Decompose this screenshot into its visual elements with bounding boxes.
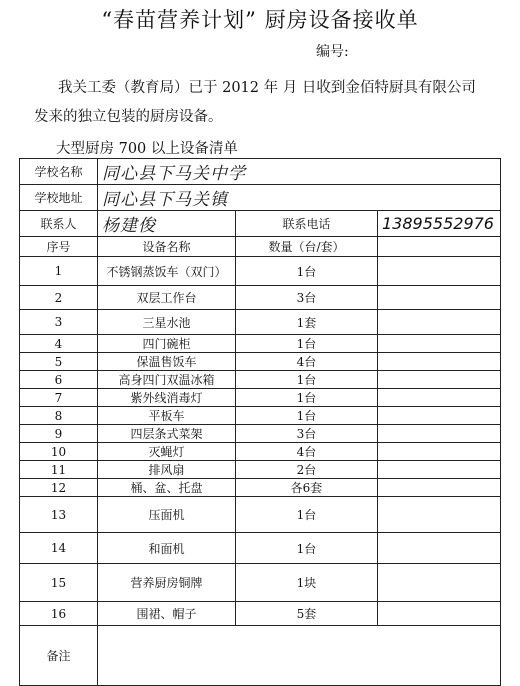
row-blank (378, 335, 501, 353)
table-row (20, 335, 501, 353)
table-row (20, 310, 501, 335)
row-blank (378, 479, 501, 497)
row-equipment-name: 排风扇 (98, 461, 236, 479)
row-equipment-name: 和面机 (98, 533, 236, 564)
table-row (20, 257, 501, 286)
school-address-row (20, 185, 501, 211)
phone-label: 联系电话 (236, 211, 378, 237)
row-equipment-name: 双层工作台 (98, 286, 236, 310)
row-blank (378, 602, 501, 626)
table-row (20, 479, 501, 497)
row-equipment-name: 三星水池 (98, 310, 236, 335)
school-name-row (20, 159, 501, 185)
table-header-row (20, 237, 501, 257)
contact-row (20, 211, 501, 237)
row-equipment-name: 保温售饭车 (98, 353, 236, 371)
row-quantity: 4台 (236, 353, 378, 371)
row-quantity: 3台 (236, 286, 378, 310)
row-number: 5 (20, 353, 98, 371)
table-row (20, 353, 501, 371)
row-number: 3 (20, 310, 98, 335)
row-number: 4 (20, 335, 98, 353)
row-number: 9 (20, 425, 98, 443)
equipment-list-title: 大型厨房 700 以上设备清单 (56, 141, 238, 157)
row-quantity: 5套 (236, 602, 378, 626)
remarks-label: 备注 (20, 626, 98, 686)
table-row (20, 425, 501, 443)
row-quantity: 1台 (236, 407, 378, 425)
row-blank (378, 257, 501, 286)
document-number-label: 编号: (316, 44, 349, 60)
contact-value: 杨建俊 (98, 211, 236, 237)
row-blank (378, 353, 501, 371)
table-row (20, 389, 501, 407)
phone-value: 13895552976 (378, 211, 501, 237)
row-number: 14 (20, 533, 98, 564)
row-blank (378, 461, 501, 479)
row-equipment-name: 不锈钢蒸饭车（双门） (98, 257, 236, 286)
receipt-statement: 我关工委（教育局）已于 2012 年 月 日收到金佰特厨具有限公司 (58, 80, 476, 96)
row-number: 10 (20, 443, 98, 461)
receipt-statement-continued: 发来的独立包装的厨房设备。 (34, 109, 223, 125)
row-blank (378, 564, 501, 602)
table-row (20, 371, 501, 389)
row-quantity: 2台 (236, 461, 378, 479)
row-quantity: 1台 (236, 257, 378, 286)
row-blank (378, 389, 501, 407)
header-number: 序号 (20, 237, 98, 257)
document-title: “春苗营养计划” 厨房设备接收单 (101, 8, 419, 32)
header-equipment-name: 设备名称 (98, 237, 236, 257)
table-row (20, 533, 501, 564)
header-quantity: 数量（台/套） (236, 237, 378, 257)
row-number: 2 (20, 286, 98, 310)
row-number: 13 (20, 497, 98, 533)
row-quantity: 1台 (236, 371, 378, 389)
remarks-value (98, 626, 501, 686)
header-blank (378, 237, 501, 257)
row-blank (378, 425, 501, 443)
row-equipment-name: 营养厨房铜牌 (98, 564, 236, 602)
school-name-value: 同心县下马关中学 (98, 159, 501, 185)
row-quantity: 各6套 (236, 479, 378, 497)
row-equipment-name: 灭蝇灯 (98, 443, 236, 461)
row-blank (378, 497, 501, 533)
row-equipment-name: 四层条式菜架 (98, 425, 236, 443)
row-blank (378, 310, 501, 335)
row-blank (378, 443, 501, 461)
table-row (20, 564, 501, 602)
school-name-label: 学校名称 (20, 159, 98, 185)
table-row (20, 461, 501, 479)
row-number: 16 (20, 602, 98, 626)
row-equipment-name: 高身四门双温冰箱 (98, 371, 236, 389)
row-blank (378, 533, 501, 564)
row-equipment-name: 围裙、帽子 (98, 602, 236, 626)
row-quantity: 1台 (236, 389, 378, 407)
row-equipment-name: 平板车 (98, 407, 236, 425)
row-equipment-name: 紫外线消毒灯 (98, 389, 236, 407)
school-address-value: 同心县下马关镇 (98, 185, 501, 211)
row-blank (378, 286, 501, 310)
row-equipment-name: 四门碗柜 (98, 335, 236, 353)
table-row (20, 602, 501, 626)
row-equipment-name: 桶、盆、托盘 (98, 479, 236, 497)
row-quantity: 3台 (236, 425, 378, 443)
row-number: 1 (20, 257, 98, 286)
row-number: 6 (20, 371, 98, 389)
row-quantity: 1台 (236, 335, 378, 353)
row-quantity: 1台 (236, 497, 378, 533)
row-quantity: 4台 (236, 443, 378, 461)
school-address-label: 学校地址 (20, 185, 98, 211)
row-number: 12 (20, 479, 98, 497)
equipment-table (19, 158, 501, 686)
row-quantity: 1套 (236, 310, 378, 335)
row-quantity: 1块 (236, 564, 378, 602)
row-number: 11 (20, 461, 98, 479)
remarks-row (20, 626, 501, 686)
row-number: 7 (20, 389, 98, 407)
row-number: 8 (20, 407, 98, 425)
table-row (20, 497, 501, 533)
row-quantity: 1台 (236, 533, 378, 564)
row-blank (378, 371, 501, 389)
row-equipment-name: 压面机 (98, 497, 236, 533)
row-number: 15 (20, 564, 98, 602)
table-row (20, 286, 501, 310)
table-row (20, 407, 501, 425)
row-blank (378, 407, 501, 425)
table-row (20, 443, 501, 461)
contact-label: 联系人 (20, 211, 98, 237)
